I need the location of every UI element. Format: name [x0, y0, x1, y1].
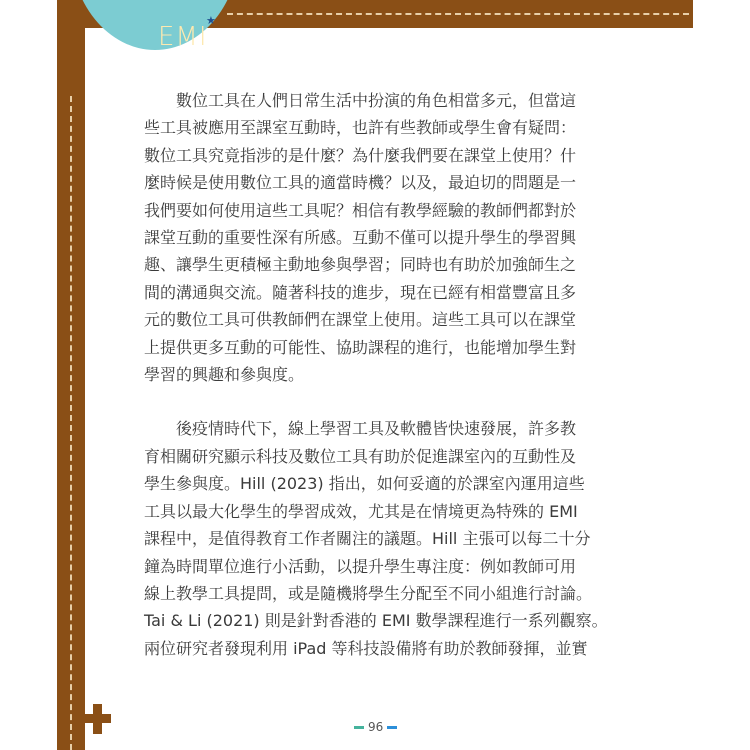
text-line: 鐘為時間單位進行小活動，以提升學生專注度：例如教師可用	[144, 556, 577, 576]
text-line: 趣、讓學生更積極主動地參與學習；同時也有助於加強師生之	[144, 255, 577, 275]
text-line: 數位工具在人們日常生活中扮演的角色相當多元，但當這	[176, 91, 577, 110]
text-line: 元的數位工具可供教師們在課堂上使用。這些工具可以在課堂	[144, 310, 577, 330]
plus-vertical	[93, 704, 102, 734]
article-body	[144, 87, 614, 662]
page-bar-left	[354, 726, 364, 729]
text-line: 學生參與度。Hill (2023) 指出，如何妥適的於課室內運用這些	[144, 474, 585, 494]
text-line: 課堂互動的重要性深有所感。互動不僅可以提升學生的學習興	[144, 228, 577, 248]
text-line: 學習的興趣和參與度。	[144, 365, 305, 385]
text-line: 工具以最大化學生的學習成效，尤其是在情境更為特殊的 EMI	[144, 501, 578, 521]
text-line: Tai & Li (2021) 則是針對香港的 EMI 數學課程進行一系列觀察。	[144, 611, 608, 631]
text-line: 數位工具究竟指涉的是什麼？為什麼我們要在課堂上使用？什	[144, 145, 577, 165]
page-bar-right	[387, 726, 397, 729]
text-line: 育相關研究顯示科技及數位工具有助於促進課室內的互動性及	[144, 446, 577, 466]
page-number-text: 96	[368, 720, 384, 734]
text-line: 些工具被應用至課室互動時，也許有些教師或學生會有疑問：	[144, 118, 577, 138]
plus-ornament-icon	[83, 704, 111, 734]
text-line: 麼時候是使用數位工具的適當時機？以及，最迫切的問題是一	[144, 173, 577, 193]
top-stitch-line	[227, 13, 689, 15]
text-line: 兩位研究者發現利用 iPad 等科技設備將有助於教師發揮，並實	[144, 638, 588, 658]
text-line: 間的溝通與交流。隨著科技的進步，現在已經有相當豐富且多	[144, 282, 577, 302]
left-stitch-line	[70, 96, 72, 750]
page-number	[354, 719, 397, 735]
text-line: 上提供更多互動的可能性、協助課程的進行，也能增加學生對	[144, 337, 577, 357]
paragraph-2	[144, 415, 614, 662]
text-line: 後疫情時代下，線上學習工具及軟體皆快速發展，許多教	[176, 419, 577, 439]
logo-star-icon: ★	[206, 14, 216, 27]
paragraph-1	[144, 87, 614, 388]
emi-logo: EMI	[158, 22, 208, 52]
text-line: 課程中，是值得教育工作者關注的議題。Hill 主張可以每二十分	[144, 529, 591, 549]
text-line: 線上教學工具提問，或是隨機將學生分配至不同小組進行討論。	[144, 583, 593, 603]
text-line: 我們要如何使用這些工具呢？相信有教學經驗的教師們都對於	[144, 200, 577, 220]
